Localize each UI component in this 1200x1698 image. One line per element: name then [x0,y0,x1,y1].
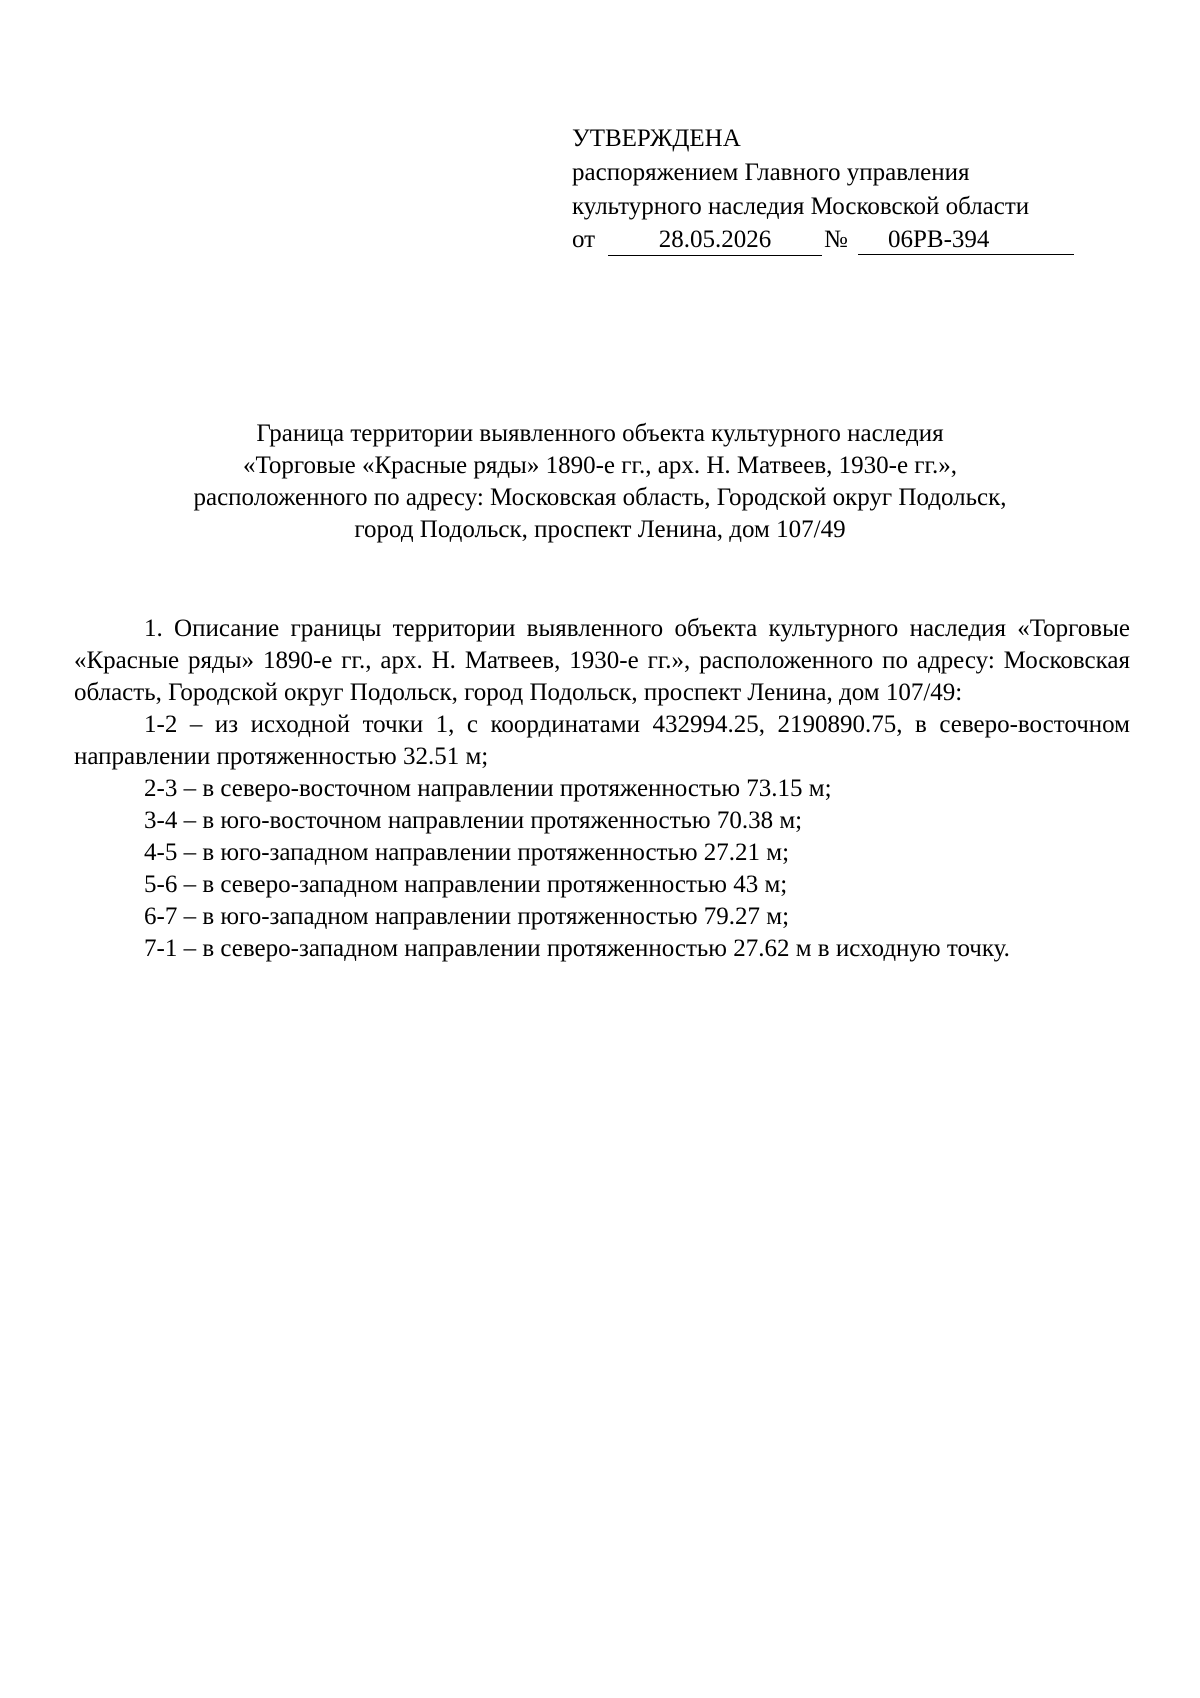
from-label: от [572,226,596,253]
number-label: № [824,226,848,253]
segment-1-2: 1-2 – из исходной точки 1, с координатами 432994.25, 2190890.75, в северо-восточном направлении протяженностью 32.51 м; [74,711,1130,770]
title-line-2: «Торговые «Красные ряды» 1890-е гг., арх. Н. Матвеев, 1930-е гг.», [242,452,957,479]
title-line-4: город Подольск, проспект Ленина, дом 107/49 [354,516,846,543]
approval-date: 28.05.2026 [608,224,822,256]
approval-block [572,122,1132,258]
intro-paragraph: 1. Описание границы территории выявленного объекта культурного наследия «Торговые «Красные ряды» 1890-е гг., арх. Н. Матвеев, 1930-е гг.», расположенного по адресу: Московская область, Городской округ Подольск, город Подольск, проспект Ленина, дом 107/49: [74,615,1130,706]
segment-6-7: 6-7 – в юго-западном направлении протяженностью 79.27 м; [144,903,790,930]
document-body [74,613,1130,965]
segment-3-4: 3-4 – в юго-восточном направлении протяженностью 70.38 м; [144,807,803,834]
title-line-1: Граница территории выявленного объекта культурного наследия [256,420,944,447]
approval-date-number-line [572,224,1132,258]
segment-2-3: 2-3 – в северо-восточном направлении протяженностью 73.15 м; [144,775,832,802]
segment-5-6: 5-6 – в северо-западном направлении протяженностью 43 м; [144,871,788,898]
approval-number: 06РВ-394 [858,224,1074,255]
approval-line-1: распоряжением Главного управления [572,159,970,186]
approval-heading: УТВЕРЖДЕНА [572,125,741,152]
document-title [100,418,1100,546]
segment-7-1: 7-1 – в северо-западном направлении протяженностью 27.62 м в исходную точку. [144,935,1010,962]
title-line-3: расположенного по адресу: Московская область, Городской округ Подольск, [193,484,1007,511]
approval-line-2: культурного наследия Московской области [572,193,1030,220]
segment-4-5: 4-5 – в юго-западном направлении протяженностью 27.21 м; [144,839,790,866]
